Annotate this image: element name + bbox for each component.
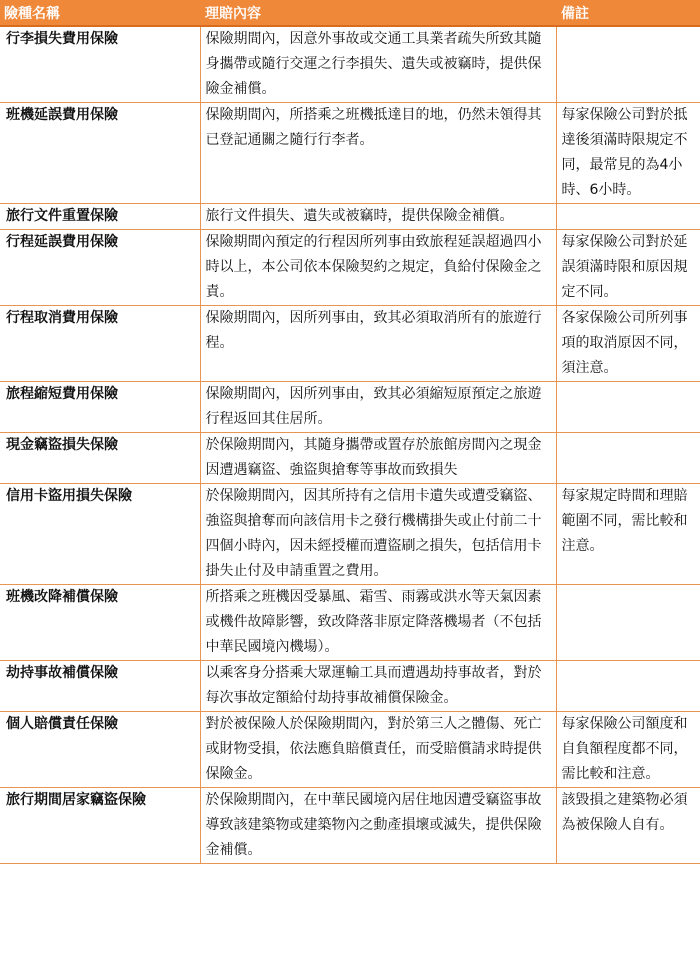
insurance-name: 班機改降補償保險 bbox=[0, 585, 200, 661]
remarks: 每家保險公司對於抵達後須滿時限規定不同，最常見的為4小時、6小時。 bbox=[556, 103, 700, 204]
insurance-name: 行程延誤費用保險 bbox=[0, 230, 200, 306]
insurance-name: 旅程縮短費用保險 bbox=[0, 382, 200, 433]
table-row bbox=[0, 382, 700, 433]
table-row bbox=[0, 204, 700, 230]
insurance-name: 個人賠償責任保險 bbox=[0, 712, 200, 788]
table-row bbox=[0, 103, 700, 204]
claim-content: 以乘客身分搭乘大眾運輸工具而遭遇劫持事故者，對於每次事故定額給付劫持事故補償保險金。 bbox=[200, 661, 556, 712]
claim-content: 於保險期間內，其隨身攜帶或置存於旅館房間內之現金因遭遇竊盜、強盜與搶奪等事故而致損失 bbox=[200, 433, 556, 484]
remarks: 該毀損之建築物必須為被保險人自有。 bbox=[556, 788, 700, 864]
table-row bbox=[0, 661, 700, 712]
claim-content: 保險期間內預定的行程因所列事由致旅程延誤超過四小時以上，本公司依本保險契約之規定，負給付保險金之責。 bbox=[200, 230, 556, 306]
insurance-name: 劫持事故補償保險 bbox=[0, 661, 200, 712]
table-header-row bbox=[0, 0, 700, 26]
insurance-name: 現金竊盜損失保險 bbox=[0, 433, 200, 484]
insurance-name: 行李損失費用保險 bbox=[0, 26, 200, 103]
insurance-name: 旅行期間居家竊盜保險 bbox=[0, 788, 200, 864]
table-row bbox=[0, 712, 700, 788]
remarks: 各家保險公司所列事項的取消原因不同，須注意。 bbox=[556, 306, 700, 382]
table-row bbox=[0, 585, 700, 661]
claim-content: 保險期間內，因所列事由，致其必須取消所有的旅遊行程。 bbox=[200, 306, 556, 382]
remarks bbox=[556, 382, 700, 433]
claim-content: 於保險期間內，因其所持有之信用卡遺失或遭受竊盜、強盜與搶奪而向該信用卡之發行機構掛失或止付前二十四個小時內，因未經授權而遭盜刷之損失，包括信用卡掛失止付及申請重置之費用。 bbox=[200, 484, 556, 585]
header-remarks: 備註 bbox=[556, 0, 700, 26]
insurance-name: 班機延誤費用保險 bbox=[0, 103, 200, 204]
table-row bbox=[0, 433, 700, 484]
claim-content: 旅行文件損失、遺失或被竊時，提供保險金補償。 bbox=[200, 204, 556, 230]
insurance-name: 旅行文件重置保險 bbox=[0, 204, 200, 230]
table-row bbox=[0, 26, 700, 103]
remarks bbox=[556, 585, 700, 661]
claim-content: 保險期間內，因所列事由，致其必須縮短原預定之旅遊行程返回其住居所。 bbox=[200, 382, 556, 433]
remarks: 每家保險公司對於延誤須滿時限和原因規定不同。 bbox=[556, 230, 700, 306]
table-row bbox=[0, 788, 700, 864]
remarks: 每家規定時間和理賠範圍不同，需比較和注意。 bbox=[556, 484, 700, 585]
claim-content: 於保險期間內，在中華民國境內居住地因遭受竊盜事故導致該建築物或建築物內之動產損壞或滅失，提供保險金補償。 bbox=[200, 788, 556, 864]
claim-content: 保險期間內，因意外事故或交通工具業者疏失所致其隨身攜帶或隨行交運之行李損失、遺失或被竊時，提供保險金補償。 bbox=[200, 26, 556, 103]
remarks bbox=[556, 204, 700, 230]
table-row bbox=[0, 306, 700, 382]
remarks bbox=[556, 661, 700, 712]
remarks bbox=[556, 433, 700, 484]
insurance-name: 信用卡盜用損失保險 bbox=[0, 484, 200, 585]
header-insurance-name: 險種名稱 bbox=[0, 0, 200, 26]
remarks: 每家保險公司額度和自負額程度都不同，需比較和注意。 bbox=[556, 712, 700, 788]
claim-content: 對於被保險人於保險期間內，對於第三人之體傷、死亡或財物受損，依法應負賠償責任，而受賠償請求時提供保險金。 bbox=[200, 712, 556, 788]
claim-content: 保險期間內，所搭乘之班機抵達目的地，仍然未領得其已登記通關之隨行行李者。 bbox=[200, 103, 556, 204]
table-row bbox=[0, 484, 700, 585]
claim-content: 所搭乘之班機因受暴風、霜雪、雨霧或洪水等天氣因素或機件故障影響，致改降落非原定降落機場者（不包括中華民國境內機場）。 bbox=[200, 585, 556, 661]
table-row bbox=[0, 230, 700, 306]
header-claim-content: 理賠內容 bbox=[200, 0, 556, 26]
remarks bbox=[556, 26, 700, 103]
insurance-name: 行程取消費用保險 bbox=[0, 306, 200, 382]
